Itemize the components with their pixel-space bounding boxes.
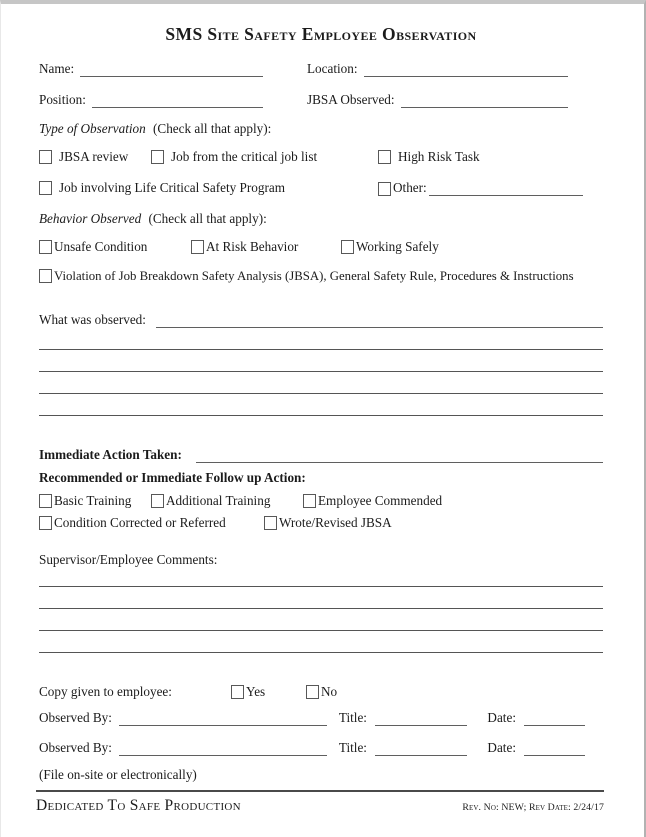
jbsa-observed-input-line[interactable] xyxy=(401,93,568,108)
jbsa-review-checkbox[interactable] xyxy=(39,150,52,164)
behavior-observed-heading-rest: (Check all that apply): xyxy=(148,211,267,226)
additional-training-checkbox[interactable] xyxy=(151,494,164,508)
date-input-line[interactable] xyxy=(524,712,585,726)
location-input-line[interactable] xyxy=(364,62,568,77)
life-critical-program-label: Job involving Life Critical Safety Program xyxy=(59,180,285,195)
other-checkbox[interactable] xyxy=(378,182,391,196)
type-of-observation-heading-em: Type of Observation xyxy=(39,121,146,136)
checkbox-item-employee-commended xyxy=(303,493,442,509)
wrote-revised-jbsa-checkbox[interactable] xyxy=(264,516,277,530)
title-input-line[interactable] xyxy=(375,742,467,756)
comments-writing-line[interactable] xyxy=(39,631,603,653)
other-label: Other: xyxy=(393,180,427,195)
critical-job-list-label: Job from the critical job list xyxy=(171,149,318,164)
high-risk-task-checkbox[interactable] xyxy=(378,150,391,164)
comments-writing-line[interactable] xyxy=(39,609,603,631)
basic-training-checkbox[interactable] xyxy=(39,494,52,508)
position-field-group xyxy=(39,91,263,108)
title-label: Title: xyxy=(338,740,367,755)
immediate-action-row xyxy=(39,446,603,463)
observed-by-row-1 xyxy=(39,709,603,726)
follow-up-checkbox-row-1 xyxy=(39,493,603,509)
checkbox-item-additional-training xyxy=(151,493,303,509)
follow-up-checkbox-row-2 xyxy=(39,515,603,531)
title-label: Title: xyxy=(338,710,367,725)
observation-writing-line[interactable] xyxy=(39,394,603,416)
jbsa-observed-label: JBSA Observed: xyxy=(307,92,395,107)
no-checkbox[interactable] xyxy=(306,685,319,699)
date-label: Date: xyxy=(487,740,516,755)
immediate-action-label: Immediate Action Taken: xyxy=(39,447,182,462)
unsafe-condition-checkbox[interactable] xyxy=(39,240,52,254)
at-risk-behavior-checkbox[interactable] xyxy=(191,240,204,254)
date-label: Date: xyxy=(487,710,516,725)
jbsa-review-label: JBSA review xyxy=(59,149,129,164)
copy-given-row xyxy=(39,683,603,700)
no-label: No xyxy=(321,683,338,699)
basic-training-label: Basic Training xyxy=(54,493,132,508)
checkbox-item-basic-training xyxy=(39,493,151,509)
checkbox-item-working-safely xyxy=(341,239,439,255)
name-location-row xyxy=(39,60,603,77)
working-safely-checkbox[interactable] xyxy=(341,240,354,254)
high-risk-task-label: High Risk Task xyxy=(398,149,480,164)
at-risk-behavior-label: At Risk Behavior xyxy=(206,239,299,254)
date-input-line[interactable] xyxy=(524,742,585,756)
observed-by-label: Observed By: xyxy=(39,710,112,725)
behavior-observed-heading-em: Behavior Observed xyxy=(39,211,142,226)
type-checkbox-row-2 xyxy=(39,180,603,196)
what-was-observed-row xyxy=(39,311,603,328)
page-footer xyxy=(36,790,604,815)
position-label: Position: xyxy=(39,92,86,107)
type-checkbox-row-1 xyxy=(39,149,603,165)
checkbox-item-critical-job-list xyxy=(151,149,378,165)
checkbox-item-yes xyxy=(231,684,306,700)
condition-corrected-checkbox[interactable] xyxy=(39,516,52,530)
footer-revision: Rev. No: NEW; Rev Date: 2/24/17 xyxy=(462,802,604,813)
observation-writing-line[interactable] xyxy=(39,372,603,394)
violation-checkbox-row xyxy=(39,268,603,284)
comments-writing-line[interactable] xyxy=(39,587,603,609)
checkbox-item-at-risk-behavior xyxy=(191,239,341,255)
name-field-group xyxy=(39,60,263,77)
employee-commended-checkbox[interactable] xyxy=(303,494,316,508)
what-was-observed-label: What was observed: xyxy=(39,312,146,327)
observed-by-input-line[interactable] xyxy=(119,742,327,756)
violation-checkbox[interactable] xyxy=(39,269,52,283)
yes-checkbox[interactable] xyxy=(231,685,244,699)
checkbox-item-violation xyxy=(39,269,574,284)
behavior-checkbox-row xyxy=(39,239,603,255)
checkbox-item-unsafe-condition xyxy=(39,239,191,255)
working-safely-label: Working Safely xyxy=(356,239,439,254)
checkbox-item-jbsa-review xyxy=(39,149,151,165)
life-critical-program-checkbox[interactable] xyxy=(39,181,52,195)
type-of-observation-heading xyxy=(39,121,603,138)
checkbox-item-condition-corrected xyxy=(39,515,264,531)
condition-corrected-label: Condition Corrected or Referred xyxy=(54,515,226,530)
form-title: SMS Site Safety Employee Observation xyxy=(165,24,477,44)
checkbox-item-no xyxy=(306,684,337,700)
other-input-line[interactable] xyxy=(429,181,583,196)
yes-label: Yes xyxy=(246,683,266,699)
location-field-group xyxy=(307,60,568,77)
checkbox-item-life-critical-program xyxy=(39,180,378,196)
immediate-action-input-line[interactable] xyxy=(196,448,603,463)
file-note: (File on-site or electronically) xyxy=(39,767,197,782)
location-label: Location: xyxy=(307,61,358,76)
observation-writing-line[interactable] xyxy=(39,328,603,350)
position-jbsa-row xyxy=(39,91,603,108)
additional-training-label: Additional Training xyxy=(166,493,271,508)
observed-by-row-2 xyxy=(39,739,603,756)
copy-given-label: Copy given to employee: xyxy=(39,683,172,699)
wrote-revised-jbsa-label: Wrote/Revised JBSA xyxy=(279,515,392,530)
employee-commended-label: Employee Commended xyxy=(318,493,443,508)
follow-up-heading: Recommended or Immediate Follow up Action: xyxy=(39,470,306,485)
name-label: Name: xyxy=(39,61,75,76)
unsafe-condition-label: Unsafe Condition xyxy=(54,239,148,254)
comments-writing-line[interactable] xyxy=(39,569,603,587)
checkbox-item-other xyxy=(378,180,603,196)
name-input-line[interactable] xyxy=(80,62,263,77)
what-was-observed-input-line[interactable] xyxy=(156,313,603,328)
jbsa-observed-field-group xyxy=(307,91,568,108)
footer-tagline: Dedicated To Safe Production xyxy=(36,797,241,814)
title-input-line[interactable] xyxy=(375,712,467,726)
type-of-observation-heading-rest: (Check all that apply): xyxy=(153,121,272,136)
checkbox-item-high-risk-task xyxy=(378,149,480,165)
checkbox-item-wrote-revised-jbsa xyxy=(264,515,392,531)
violation-label: Violation of Job Breakdown Safety Analysis (JBSA), General Safety Rule, Procedures & Instructions xyxy=(54,268,574,283)
position-input-line[interactable] xyxy=(92,93,263,108)
observed-by-input-line[interactable] xyxy=(119,712,327,726)
critical-job-list-checkbox[interactable] xyxy=(151,150,164,164)
comments-label: Supervisor/Employee Comments: xyxy=(39,552,218,567)
behavior-observed-heading xyxy=(39,211,603,228)
observation-writing-line[interactable] xyxy=(39,350,603,372)
observed-by-label: Observed By: xyxy=(39,740,112,755)
